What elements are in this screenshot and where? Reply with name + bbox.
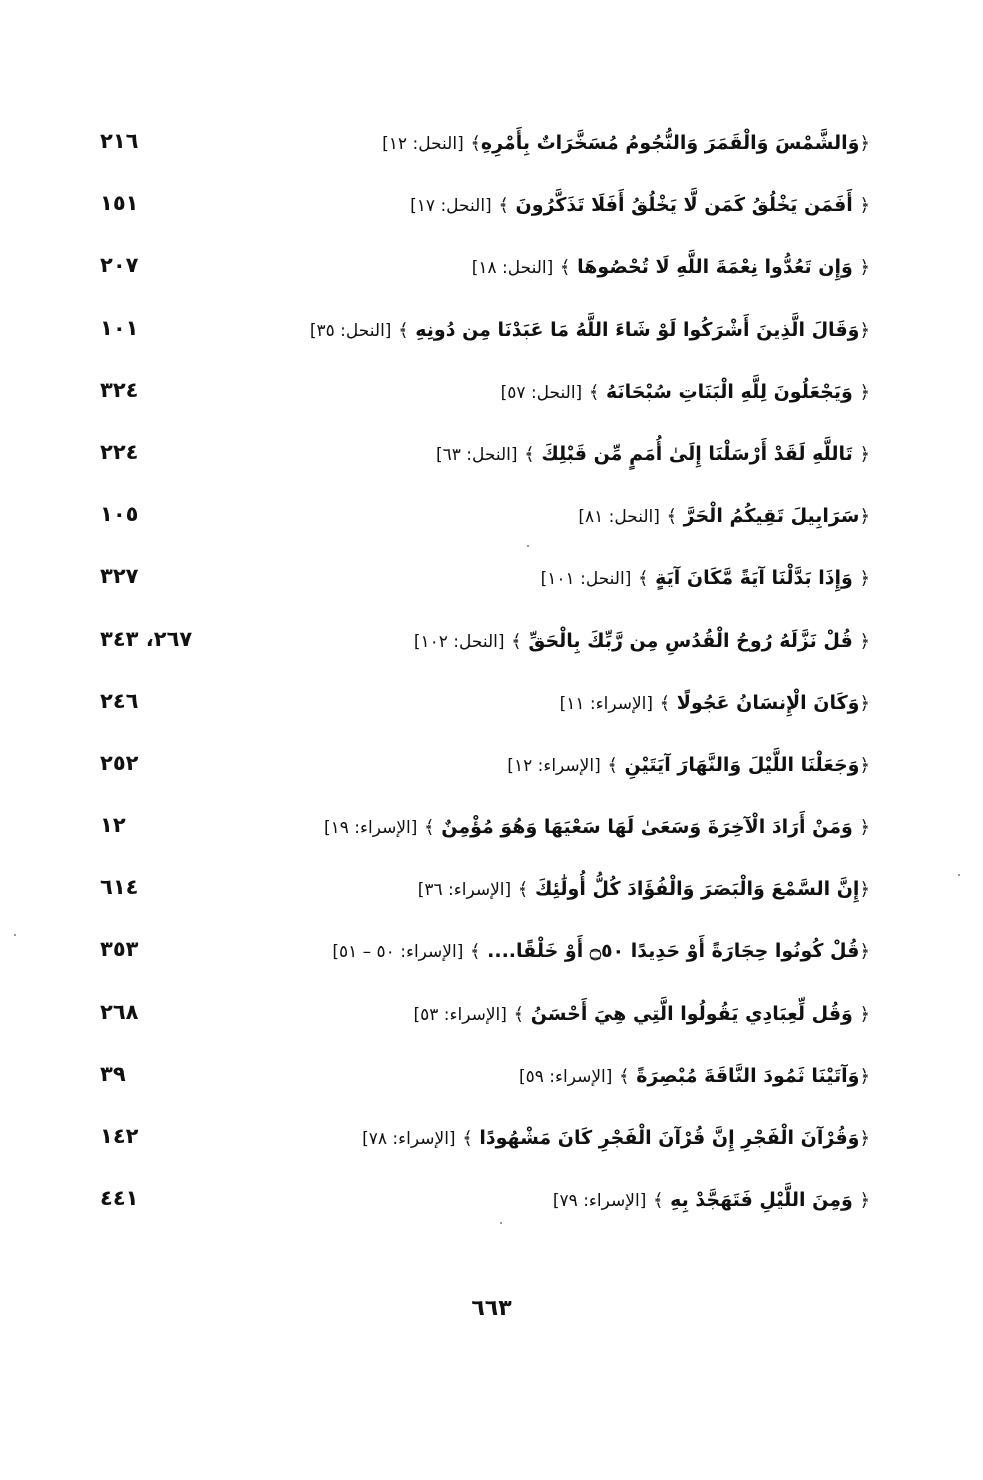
page-reference: ٢٦٧، ٣٤٣ xyxy=(100,626,193,651)
surah-reference: [الإسراء: ٧٩] xyxy=(552,1191,647,1212)
verse-entry xyxy=(578,499,870,534)
page-reference: ٢١٦ xyxy=(100,129,139,153)
verse-text: وَمِنَ اللَّيْلِ فَتَهَجَّدْ بِهِ xyxy=(670,1189,853,1212)
ornate-bracket-close: ﴾ xyxy=(524,443,535,465)
ornate-bracket-open: ﴿ xyxy=(859,1128,870,1149)
page-reference: ٢٤٦ xyxy=(100,688,139,713)
verse-text: وَكَانَ الْإِنسَانُ عَجُولًا xyxy=(676,691,860,714)
index-row xyxy=(100,491,870,553)
ornate-bracket-open: ﴿ xyxy=(859,195,870,217)
page-reference: ١٤٢ xyxy=(100,1124,139,1148)
page-reference: ٦١٤ xyxy=(100,875,139,900)
ornate-bracket-open: ﴿ xyxy=(859,568,870,590)
index-row xyxy=(100,926,870,988)
ornate-bracket-open: ﴿ xyxy=(859,133,870,154)
verse-entry xyxy=(541,561,870,596)
surah-reference: [النحل: ٥٧] xyxy=(500,382,583,403)
ornate-bracket-open: ﴿ xyxy=(859,754,870,776)
ornate-bracket-close: ﴾ xyxy=(398,319,409,341)
verse-text: وَإِن تَعُدُّوا نِعْمَةَ اللَّهِ لَا تُحْصُوهَا xyxy=(577,256,853,279)
ornate-bracket-open: ﴿ xyxy=(859,1065,870,1087)
surah-reference: [الإسراء: ١١] xyxy=(559,693,653,714)
ornate-bracket-close: ﴾ xyxy=(652,1190,664,1212)
verse-entry xyxy=(501,375,870,410)
page-reference: ٢٠٧ xyxy=(100,253,139,278)
page-reference: ١٥١ xyxy=(100,191,139,216)
verse-entry xyxy=(324,810,870,845)
surah-reference: [الإسراء: ١٢] xyxy=(507,755,601,776)
index-row xyxy=(100,740,870,802)
index-row xyxy=(100,678,870,740)
ornate-bracket-open: ﴿ xyxy=(859,879,870,901)
verse-entry xyxy=(519,1059,870,1094)
verse-entry xyxy=(553,1183,870,1218)
page-reference: ١٠٥ xyxy=(100,502,139,527)
surah-reference: [النحل: ١٠١] xyxy=(540,569,632,590)
page-reference: ٤٤١ xyxy=(100,1186,139,1211)
verse-text: قُلْ كُونُوا حِجَارَةً أَوْ حَدِيدًا ۝٥٠ أَوْ خَلْقًا.... xyxy=(487,940,860,963)
verse-entry xyxy=(414,624,870,659)
ornate-bracket-open: ﴿ xyxy=(859,630,870,652)
ornate-bracket-close: ﴾ xyxy=(498,195,509,217)
page-reference: ١٠١ xyxy=(100,315,139,340)
verse-entry xyxy=(436,437,870,472)
ornate-bracket-close: ﴾ xyxy=(607,754,618,776)
verse-entry xyxy=(560,686,870,721)
verse-text: وَالشَّمْسَ وَالْقَمَرَ وَالنُّجُومُ مُسَخَّرَاتٌ بِأَمْرِهِ xyxy=(480,132,860,154)
ornate-bracket-open: ﴿ xyxy=(859,381,870,403)
ornate-bracket-close: ﴾ xyxy=(637,568,649,590)
index-row xyxy=(100,1175,870,1237)
ornate-bracket-close: ﴾ xyxy=(659,692,671,714)
verse-entry xyxy=(418,872,870,907)
verse-text: وَمَنْ أَرَادَ الْآخِرَةَ وَسَعَىٰ لَهَا سَعْيَهَا وَهُوَ مُؤْمِنٌ xyxy=(441,816,853,839)
ornate-bracket-open: ﴿ xyxy=(859,692,870,714)
ornate-bracket-open: ﴿ xyxy=(859,1190,870,1212)
page-reference: ٢٦٨ xyxy=(100,999,139,1024)
verse-entry xyxy=(362,1121,870,1156)
index-row xyxy=(100,802,870,864)
surah-reference: [الإسراء: ٥٩] xyxy=(518,1066,613,1087)
scan-speck xyxy=(958,874,960,876)
index-row xyxy=(100,118,870,180)
verse-entry xyxy=(413,997,870,1032)
index-row xyxy=(100,616,870,678)
page-reference: ٢٢٤ xyxy=(100,439,139,464)
surah-reference: [الإسراء: ٥٠ – ٥١] xyxy=(332,942,464,963)
surah-reference: [الإسراء: ٣٦] xyxy=(417,880,512,901)
surah-reference: [النحل: ١٠٢] xyxy=(413,631,505,652)
index-row xyxy=(100,242,870,304)
verse-text: إِنَّ السَّمْعَ وَالْبَصَرَ وَالْفُؤَادَ كُلُّ أُولَٰئِكَ xyxy=(534,878,860,901)
ornate-bracket-close: ﴾ xyxy=(469,941,481,963)
surah-reference: [النحل: ١٧] xyxy=(410,196,492,217)
index-row xyxy=(100,989,870,1051)
index-row xyxy=(100,305,870,367)
surah-reference: [الإسراء: ٧٨] xyxy=(362,1129,456,1149)
surah-reference: [النحل: ٨١] xyxy=(578,507,660,528)
verse-text: قُلْ نَزَّلَهُ رُوحُ الْقُدُسِ مِن رَّبِّكَ بِالْحَقِّ xyxy=(528,629,853,652)
verse-text: سَرَابِيلَ تَقِيكُمُ الْحَرَّ xyxy=(683,505,860,528)
page-reference: ٣٥٣ xyxy=(100,937,139,962)
scan-speck xyxy=(500,1222,502,1224)
verse-text: وَيَجْعَلُونَ لِلَّهِ الْبَنَاتِ سُبْحَانَهُ xyxy=(606,380,853,403)
ornate-bracket-close: ﴾ xyxy=(619,1065,630,1087)
verse-text: أَفَمَن يَخْلُقُ كَمَن لَّا يَخْلُقُ أَفَلَا تَذَكَّرُونَ xyxy=(515,194,853,217)
ornate-bracket-open: ﴿ xyxy=(859,941,870,963)
index-row xyxy=(100,1051,870,1113)
verse-index-list xyxy=(100,118,870,1237)
scan-speck xyxy=(527,545,529,547)
page-reference: ٣٢٧ xyxy=(100,564,139,589)
ornate-bracket-close: ﴾ xyxy=(424,817,435,839)
verse-entry xyxy=(472,250,870,285)
surah-reference: [النحل: ١٨] xyxy=(471,258,554,279)
verse-text: وَآتَيْنَا ثَمُودَ النَّاقَةَ مُبْصِرَةً xyxy=(636,1064,860,1087)
ornate-bracket-close: ﴾ xyxy=(462,1128,473,1149)
surah-reference: [النحل: ٦٣] xyxy=(435,444,518,465)
page-number: ٦٦٣ xyxy=(471,1296,512,1321)
verse-text: وَجَعَلْنَا اللَّيْلَ وَالنَّهَارَ آيَتَيْنِ xyxy=(624,753,860,776)
verse-entry xyxy=(382,126,870,161)
verse-text: وَقُرْآنَ الْفَجْرِ إِنَّ قُرْآنَ الْفَجْرِ كَانَ مَشْهُودًا xyxy=(479,1127,860,1149)
verse-text: وَقُل لِّعِبَادِي يَقُولُوا الَّتِي هِيَ أَحْسَنُ xyxy=(530,1002,853,1025)
scan-speck xyxy=(14,934,16,936)
verse-entry xyxy=(332,934,870,969)
page-reference: ٢٥٢ xyxy=(100,750,139,775)
ornate-bracket-open: ﴿ xyxy=(859,506,870,528)
ornate-bracket-open: ﴿ xyxy=(859,817,870,839)
ornate-bracket-close: ﴾ xyxy=(513,1003,525,1025)
index-row xyxy=(100,180,870,242)
ornate-bracket-close: ﴾ xyxy=(666,506,678,528)
page-reference: ٣٢٤ xyxy=(100,377,139,402)
ornate-bracket-close: ﴾ xyxy=(559,257,571,279)
verse-entry xyxy=(507,748,870,783)
index-row xyxy=(100,1113,870,1175)
index-row xyxy=(100,367,870,429)
page-reference: ١٢ xyxy=(100,813,126,838)
verse-text: وَقَالَ الَّذِينَ أَشْرَكُوا لَوْ شَاءَ اللَّهُ مَا عَبَدْنَا مِن دُونِهِ xyxy=(415,318,860,341)
verse-text: تَاللَّهِ لَقَدْ أَرْسَلْنَا إِلَىٰ أُمَمٍ مِّن قَبْلِكَ xyxy=(541,442,853,465)
ornate-bracket-close: ﴾ xyxy=(588,381,600,403)
index-row xyxy=(100,864,870,926)
ornate-bracket-close: ﴾ xyxy=(517,879,529,901)
surah-reference: [النحل: ٣٥] xyxy=(309,320,392,341)
surah-reference: [النحل: ١٢] xyxy=(382,134,464,154)
ornate-bracket-open: ﴿ xyxy=(859,1003,870,1025)
index-row xyxy=(100,429,870,491)
surah-reference: [الإسراء: ٥٣] xyxy=(413,1004,507,1025)
verse-entry xyxy=(310,313,870,348)
ornate-bracket-close: ﴾ xyxy=(470,133,481,154)
verse-entry xyxy=(410,188,870,223)
ornate-bracket-open: ﴿ xyxy=(859,257,870,279)
ornate-bracket-open: ﴿ xyxy=(859,319,870,341)
page-reference: ٣٩ xyxy=(100,1061,126,1086)
verse-text: وَإِذَا بَدَّلْنَا آيَةً مَّكَانَ آيَةٍ xyxy=(655,567,853,590)
index-row xyxy=(100,553,870,615)
surah-reference: [الإسراء: ١٩] xyxy=(323,818,418,839)
ornate-bracket-open: ﴿ xyxy=(859,443,870,465)
ornate-bracket-close: ﴾ xyxy=(511,630,522,652)
